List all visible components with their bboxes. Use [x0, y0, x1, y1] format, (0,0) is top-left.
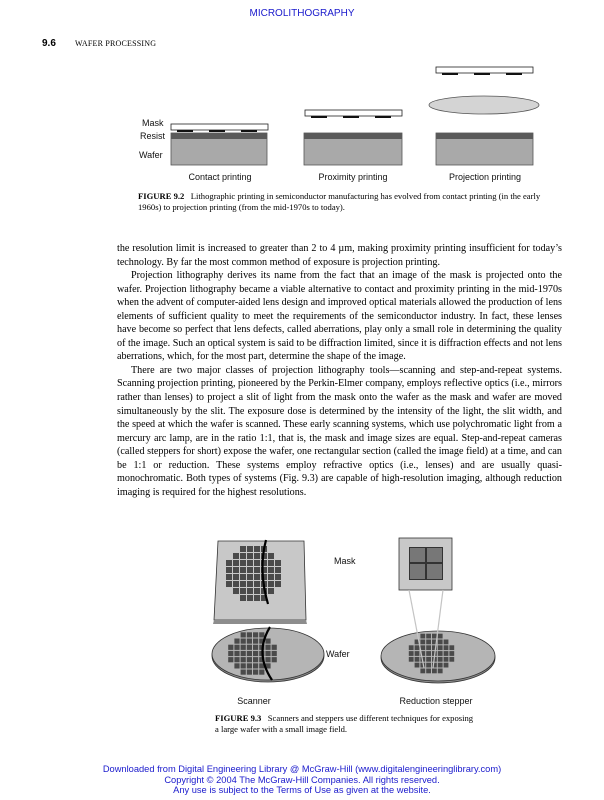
stepper-mask-die	[410, 548, 425, 562]
die-cell	[449, 657, 454, 662]
scanner-stepper-diagram	[0, 520, 604, 700]
die-cell	[254, 567, 260, 573]
die-cell	[247, 588, 253, 594]
projection-lens	[429, 96, 539, 114]
stepper-mask-die	[410, 564, 425, 579]
wafer-label: Wafer	[139, 150, 163, 160]
die-cell	[226, 560, 232, 566]
die-cell	[241, 657, 246, 662]
die-cell	[432, 669, 437, 674]
scanner-mask-plate	[214, 541, 306, 620]
die-cell	[241, 651, 246, 656]
die-cell	[409, 657, 414, 662]
die-cell	[233, 574, 239, 580]
die-cell	[275, 560, 281, 566]
die-cell	[426, 634, 431, 639]
figure-9-2-caption-text: Lithographic printing in semiconductor manufacturing has evolved from contact printing (in the early 1960s) to projection printing (from the mid-1970s to today).	[138, 191, 541, 212]
die-cell	[265, 657, 270, 662]
die-cell	[228, 651, 233, 656]
proximity-printing-illustration	[304, 110, 402, 165]
die-cell	[233, 588, 239, 594]
die-cell	[247, 639, 252, 644]
figure-9-3-caption	[215, 713, 475, 735]
die-cell	[420, 640, 425, 645]
scanner-mask-plate-edge	[213, 620, 307, 624]
die-cell	[265, 651, 270, 656]
die-cell	[254, 560, 260, 566]
die-cell	[247, 595, 253, 601]
die-cell	[253, 663, 258, 668]
footer-copyright: Copyright © 2004 The McGraw-Hill Companies. All rights reserved.	[164, 774, 440, 785]
die-cell	[268, 553, 274, 559]
resist-label: Resist	[140, 131, 166, 141]
die-cell	[253, 657, 258, 662]
die-cell	[265, 639, 270, 644]
footer-terms-link[interactable]: Any use is subject to the Terms of Use as given at the website.	[173, 785, 431, 796]
die-cell	[259, 670, 264, 675]
die-cell	[234, 663, 239, 668]
proximity-resist	[304, 133, 402, 139]
die-cell	[253, 651, 258, 656]
die-cell	[254, 553, 260, 559]
die-cell	[426, 657, 431, 662]
die-cell	[233, 560, 239, 566]
die-cell	[241, 670, 246, 675]
die-cell	[226, 567, 232, 573]
projection-mask-chrome	[506, 73, 522, 75]
die-cell	[253, 639, 258, 644]
die-cell	[426, 663, 431, 668]
projection-resist	[436, 133, 533, 139]
reduction-stepper-label: Reduction stepper	[399, 696, 473, 706]
contact-mask-chrome	[209, 130, 225, 132]
die-cell	[226, 574, 232, 580]
die-cell	[272, 651, 277, 656]
die-cell	[253, 645, 258, 650]
die-cell	[268, 588, 274, 594]
mask-label: Mask	[142, 118, 164, 128]
die-cell	[420, 634, 425, 639]
die-cell	[259, 632, 264, 637]
die-cell	[240, 588, 246, 594]
proximity-mask-chrome	[311, 116, 327, 118]
die-cell	[426, 651, 431, 656]
proximity-mask-chrome	[375, 116, 391, 118]
die-cell	[420, 669, 425, 674]
die-cell	[268, 581, 274, 587]
printing-methods-diagram	[0, 0, 604, 190]
body-text	[117, 242, 562, 499]
projection-mask-chrome	[442, 73, 458, 75]
footer-download-link[interactable]: Downloaded from Digital Engineering Library @ McGraw-Hill (www.digitalengineeringlibrary.com)	[102, 764, 502, 774]
paragraph-1: the resolution limit is increased to greater than 2 to 4 µm, making proximity printing insufficient for today’s technology. By far the most common method of exposure is projection printing.	[117, 243, 562, 268]
die-cell	[247, 632, 252, 637]
die-cell	[444, 651, 449, 656]
die-cell	[449, 645, 454, 650]
die-cell	[247, 651, 252, 656]
contact-mask	[171, 124, 268, 130]
die-cell	[444, 640, 449, 645]
die-cell	[438, 645, 443, 650]
die-cell	[234, 645, 239, 650]
figure-9-2-caption	[138, 191, 548, 213]
die-cell	[426, 640, 431, 645]
die-cell	[240, 560, 246, 566]
die-cell	[409, 645, 414, 650]
contact-printing-illustration	[171, 124, 268, 165]
section-title: WAFER PROCESSING	[75, 39, 157, 48]
die-cell	[247, 663, 252, 668]
stepper-mask-die	[427, 548, 442, 562]
proximity-printing-label: Proximity printing	[318, 172, 388, 182]
die-cell	[254, 546, 260, 552]
die-cell	[438, 640, 443, 645]
die-cell	[444, 663, 449, 668]
die-cell	[254, 588, 260, 594]
page-number: 9.6	[42, 38, 56, 49]
contact-resist	[171, 133, 267, 139]
die-cell	[426, 669, 431, 674]
paragraph-3: There are two major classes of projection lithography tools—scanning and step-and-repeat systems. Scanning projection printing, pioneered by the Perkin-Elmer company, employs reflective optics (i.e., mirrors rather than lenses) to project a slit of light from the mask onto the wafer as the mask and wafer are moved simultaneously by the slit. The exposure dose is determined by the intensity of the light, the slit width, and the speed at which the wafer is scanned. These early scanning systems, which use polychromatic light from a mercury arc lamp, are in the ratio 1:1, that is, the mask and image sizes are equal. Step-and-repeat cameras (called steppers for short) expose the wafer, one rectangular section (called the image field) at a time, and can be 1:1 or reduction. These systems employ refractive optics (i.e., lenses) and are usually quasi-monochromatic. Both types of systems (Fig. 9.3) are capable of high-resolution imaging, although reduction imaging is required for the highest resolutions.	[117, 364, 562, 498]
die-cell	[438, 663, 443, 668]
die-cell	[409, 651, 414, 656]
figure-9-3-caption-text: Scanners and steppers use different techniques for exposing a large wafer with a small image field.	[215, 713, 474, 734]
die-cell	[240, 581, 246, 587]
die-cell	[247, 560, 253, 566]
die-cell	[415, 663, 420, 668]
die-cell	[415, 651, 420, 656]
die-cell	[415, 657, 420, 662]
stepper-mask-die	[427, 564, 442, 579]
die-cell	[275, 567, 281, 573]
die-cell	[233, 567, 239, 573]
die-cell	[247, 657, 252, 662]
die-cell	[240, 595, 246, 601]
die-cell	[275, 581, 281, 587]
contact-mask-chrome	[241, 130, 257, 132]
die-cell	[234, 639, 239, 644]
die-cell	[438, 634, 443, 639]
running-head: MICROLITHOGRAPHY	[249, 8, 355, 19]
die-cell	[233, 581, 239, 587]
die-cell	[240, 567, 246, 573]
die-cell	[240, 546, 246, 552]
die-cell	[268, 574, 274, 580]
die-cell	[226, 581, 232, 587]
die-cell	[254, 595, 260, 601]
die-cell	[247, 567, 253, 573]
die-cell	[265, 645, 270, 650]
die-cell	[272, 657, 277, 662]
die-cell	[254, 574, 260, 580]
mask-label-fig-9-3: Mask	[334, 556, 356, 566]
die-cell	[432, 634, 437, 639]
projection-mask	[436, 67, 533, 73]
scanner-label: Scanner	[237, 696, 271, 706]
die-cell	[449, 651, 454, 656]
paragraph-2: Projection lithography derives its name from the fact that an image of the mask is projected onto the wafer. Projection lithography became a viable alternative to contact and proximity printing in the mid-1970s when the advent of computer-aided lens design and improved optical materials allowed the production of lens elements of sufficient quality to meet the requirements of the semiconductor industry. In fact, these lenses have become so perfect that lens defects, called aberrations, play only a small role in determining the quality of the image. Such an optical system is said to be diffraction limited, since it is diffraction effects and not lens aberrations, which, for the most part, determine the shape of the image.	[117, 270, 562, 363]
die-cell	[253, 632, 258, 637]
projection-mask-chrome	[474, 73, 490, 75]
die-cell	[268, 567, 274, 573]
die-cell	[233, 553, 239, 559]
die-cell	[228, 657, 233, 662]
projection-printing-label: Projection printing	[448, 172, 522, 182]
wafer-label-fig-9-3: Wafer	[326, 649, 350, 659]
figure-9-3-number: FIGURE 9.3	[215, 713, 262, 723]
die-cell	[241, 645, 246, 650]
proximity-mask	[305, 110, 402, 116]
die-cell	[275, 574, 281, 580]
contact-printing-label: Contact printing	[188, 172, 252, 182]
die-cell	[240, 553, 246, 559]
die-cell	[438, 669, 443, 674]
die-cell	[228, 645, 233, 650]
die-cell	[254, 581, 260, 587]
die-cell	[438, 651, 443, 656]
die-cell	[444, 657, 449, 662]
die-cell	[272, 645, 277, 650]
contact-mask-chrome	[177, 130, 193, 132]
projection-printing-illustration	[429, 67, 539, 165]
die-cell	[241, 663, 246, 668]
die-cell	[415, 645, 420, 650]
die-cell	[268, 560, 274, 566]
die-cell	[444, 645, 449, 650]
die-cell	[234, 657, 239, 662]
die-cell	[241, 632, 246, 637]
footer	[0, 764, 604, 796]
die-cell	[247, 670, 252, 675]
die-cell	[234, 651, 239, 656]
die-cell	[240, 574, 246, 580]
die-cell	[247, 645, 252, 650]
die-cell	[241, 639, 246, 644]
die-cell	[247, 581, 253, 587]
die-cell	[438, 657, 443, 662]
proximity-mask-chrome	[343, 116, 359, 118]
die-cell	[253, 670, 258, 675]
die-cell	[426, 645, 431, 650]
die-cell	[420, 645, 425, 650]
die-cell	[247, 553, 253, 559]
die-cell	[247, 546, 253, 552]
figure-9-2-number: FIGURE 9.2	[138, 191, 185, 201]
die-cell	[247, 574, 253, 580]
